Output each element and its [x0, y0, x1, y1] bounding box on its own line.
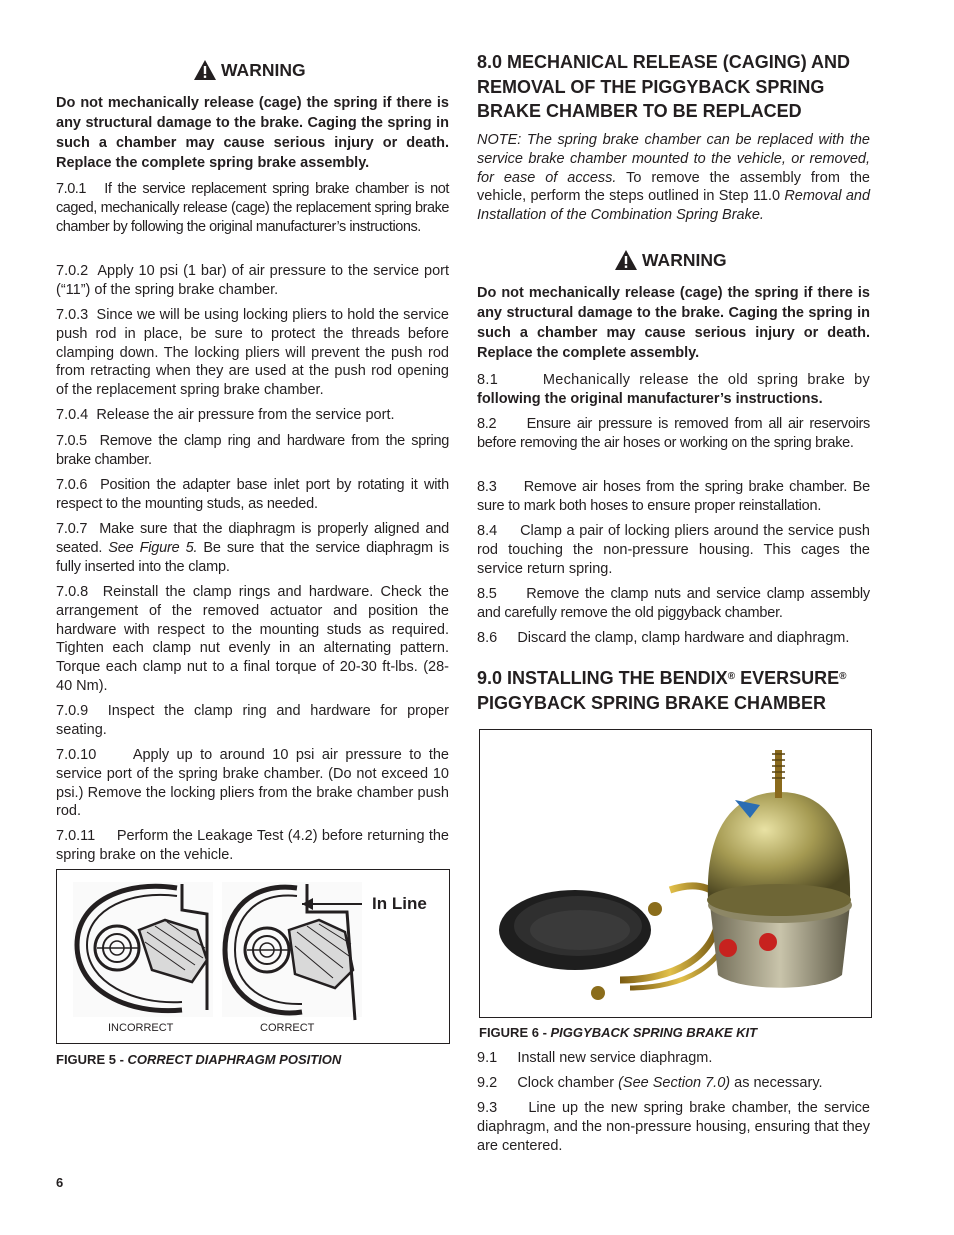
heading-part: 9.0 INSTALLING THE BENDIX: [477, 668, 728, 688]
step-num: 8.5: [477, 586, 497, 602]
step-text: Reinstall the clamp rings and hardware. Check the arrangement of the removed actuator and position the hardware with respect to the mounting studs as required. Tighten each clamp nut evenly in an alternating pattern. Torque each clamp nut to a final torque of 20-30 ft-lbs. (28-40 Nm).: [56, 584, 449, 694]
step-num: 7.0.7: [56, 521, 88, 537]
correct-diaphragm-drawing: [222, 882, 362, 1020]
registered-mark: ®: [727, 671, 736, 682]
figure-5-caption: [56, 1052, 341, 1067]
step-text: Line up the new spring brake chamber, the service diaphragm, and the non-pressure housing, ensuring that they are centered.: [477, 1100, 870, 1154]
step-text: Make sure that the diaphragm is properly aligned and seated.: [56, 521, 449, 556]
page-number: 6: [56, 1175, 64, 1190]
step-7-0-10: [56, 746, 449, 821]
caption-title: PIGGYBACK SPRING BRAKE KIT: [550, 1025, 758, 1040]
step-text: Position the adapter base inlet port by rotating it with respect to the mounting studs, as needed.: [56, 477, 449, 512]
piggyback-spring-brake-kit-photo: [480, 730, 871, 1017]
heading-part: EVERSURE: [735, 668, 840, 688]
step-num: 9.3: [477, 1100, 498, 1116]
caption-prefix: FIGURE 5 -: [56, 1052, 128, 1067]
right-warning-text: Do not mechanically release (cage) the spring if there is any structural damage to the brake. Caging the spring in such a chamber may cause serious injury or death. Replace the complete assembly.: [477, 285, 870, 361]
step-num: 7.0.2: [56, 263, 89, 279]
step-num: 7.0.11: [56, 828, 96, 844]
step-num: 7.0.6: [56, 477, 88, 493]
step-num: 7.0.5: [56, 433, 87, 449]
step-text: Install new service diaphragm.: [517, 1050, 713, 1066]
registered-mark: ®: [839, 671, 847, 682]
step-num: 7.0.9: [56, 703, 89, 719]
step-text: Discard the clamp, clamp hardware and diaphragm.: [517, 630, 850, 646]
step-num: 7.0.4: [56, 407, 89, 423]
heading-part: PIGGYBACK SPRING BRAKE CHAMBER: [477, 692, 827, 713]
step-8-6: [477, 629, 870, 648]
step-text: If the service replacement spring brake chamber is not caged, mechanically release (cage) the replacement spring brake chamber by following the original manufacturer’s instructions.: [56, 181, 449, 235]
step-7-0-6: [56, 476, 449, 514]
step-9-3: [477, 1099, 870, 1155]
incorrect-label: INCORRECT: [108, 1022, 174, 1034]
step-7-0-8: [56, 583, 449, 696]
step-9-1: [477, 1049, 870, 1068]
step-7-0-3: [56, 306, 449, 400]
step-text: Perform the Leakage Test (4.2) before returning the spring brake on the vehicle.: [56, 828, 449, 863]
figure-5-box: [56, 869, 450, 1044]
step-num: 8.2: [477, 416, 497, 432]
step-text: Remove the clamp ring and hardware from the spring brake chamber.: [56, 433, 449, 468]
section-reference: (See Section 7.0): [618, 1075, 731, 1091]
step-7-0-4: [56, 406, 449, 425]
step-num: 9.1: [477, 1050, 498, 1066]
step-num: 9.2: [477, 1075, 498, 1091]
in-line-label: In Line: [372, 894, 427, 913]
step-num: 8.4: [477, 523, 498, 539]
step-text: Apply up to around 10 psi air pressure to the service port of the spring brake chamber. (Do not exceed 10 psi.) Remove the locking pliers from the brake chamber push rod.: [56, 747, 450, 820]
step-7-0-5: [56, 432, 449, 470]
section-8-note: [477, 131, 870, 225]
section-9-heading: [477, 666, 870, 715]
step-num: 8.1: [477, 372, 499, 388]
figure-6-caption: [479, 1025, 757, 1040]
step-7-0-2: [56, 262, 449, 300]
caption-title: CORRECT DIAPHRAGM POSITION: [127, 1052, 342, 1067]
step-8-1: [477, 371, 870, 409]
step-text: Clock chamber: [517, 1075, 619, 1091]
step-text: Inspect the clamp ring and hardware for proper seating.: [56, 703, 449, 738]
step-9-2: [477, 1074, 870, 1093]
step-num: 7.0.8: [56, 584, 89, 600]
step-text: Clamp a pair of locking pliers around the service push rod touching the non-pressure housing. This cages the service return spring.: [477, 523, 870, 577]
incorrect-diaphragm-drawing: [73, 882, 213, 1017]
figure-reference: See Figure 5.: [108, 539, 198, 556]
step-num: 7.0.1: [56, 181, 86, 197]
step-8-4: [477, 522, 870, 578]
step-num: 8.6: [477, 630, 498, 646]
step-text: Remove the clamp nuts and service clamp assembly and carefully remove the old piggyback chamber.: [477, 586, 870, 621]
section-8-heading: 8.0 MECHANICAL RELEASE (CAGING) AND REMOVAL OF THE PIGGYBACK SPRING BRAKE CHAMBER TO BE REPLACED: [477, 52, 851, 121]
left-warning-heading: WARNING: [193, 59, 306, 81]
step-7-0-7: [56, 520, 449, 576]
step-bold-text: following the original manufacturer’s instructions.: [477, 390, 823, 407]
step-num: 7.0.10: [56, 747, 97, 763]
step-text: Release the air pressure from the service port.: [96, 407, 395, 423]
correct-label: CORRECT: [260, 1022, 315, 1034]
step-text: Mechanically release the old spring brake by: [542, 372, 870, 388]
step-text: Apply 10 psi (1 bar) of air pressure to the service port (“11”) of the spring brake chamber.: [56, 263, 449, 298]
left-warning-text: Do not mechanically release (cage) the spring if there is any structural damage to the brake. Caging the spring in such a chamber may cause serious injury or death. Replace the complete spring brake assembly.: [56, 95, 449, 171]
step-7-0-11: [56, 827, 449, 865]
step-text: Be sure that the service diaphragm is fully inserted into the clamp.: [56, 539, 449, 575]
note-text: To remove the assembly from the vehicle, perform the steps outlined in Step 11.0: [477, 169, 870, 205]
step-text: Ensure air pressure is removed from all air reservoirs before removing the air hoses or working on the spring brake.: [477, 416, 870, 451]
warning-triangle-icon: [193, 59, 217, 81]
step-8-3: [477, 478, 870, 516]
note-italic: NOTE: The spring brake chamber can be replaced with the service brake chamber mounted to the vehicle, or removed, for ease of access.: [477, 132, 870, 186]
figure-6-box: [479, 729, 872, 1018]
section-reference: Removal and Installation of the Combination Spring Brake.: [477, 188, 871, 224]
step-text: as necessary.: [730, 1075, 823, 1091]
right-warning-heading: WARNING: [614, 249, 727, 271]
step-8-2: [477, 415, 870, 453]
step-text: Remove air hoses from the spring brake chamber. Be sure to mark both hoses to ensure proper reinstallation.: [477, 479, 870, 514]
warning-triangle-icon: [614, 249, 638, 271]
step-8-5: [477, 585, 870, 623]
step-num: 7.0.3: [56, 307, 89, 323]
step-7-0-1: [56, 180, 449, 236]
step-num: 8.3: [477, 479, 497, 495]
step-7-0-9: [56, 702, 449, 740]
caption-prefix: FIGURE 6 -: [479, 1025, 551, 1040]
step-text: Since we will be using locking pliers to hold the service push rod in place, be sure to protect the threads before clamping down. The locking pliers will prevent the push rod from retracting when they are used at the push rod opening of the replacement spring brake chamber.: [56, 307, 449, 399]
